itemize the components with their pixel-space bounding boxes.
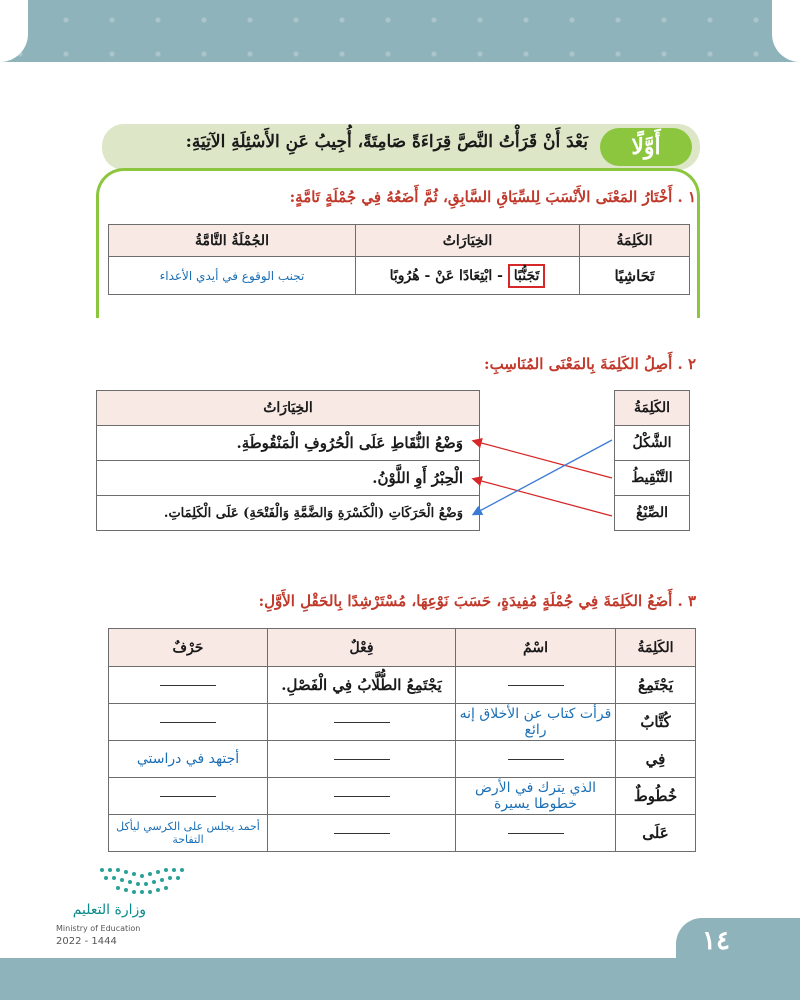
blank-line <box>334 722 390 723</box>
table-row <box>109 778 696 815</box>
q3-fil-cell[interactable] <box>268 704 456 741</box>
q3-ism-cell[interactable]: الذي يترك في الأرض خطوطا يسيرة <box>456 778 616 815</box>
q3-ism-cell[interactable] <box>456 667 616 704</box>
table-row <box>109 667 696 704</box>
q1-table <box>108 224 690 295</box>
q3-fil-cell[interactable] <box>268 741 456 778</box>
q2-option-3[interactable]: وَضْعُ الْحَرَكَاتِ (الْكَسْرَةِ وَالضَّمَّةِ وَالْفَتْحَةِ) عَلَى الْكَلِمَاتِ. <box>97 496 480 531</box>
q3-word: كُتَّابٌ <box>616 704 696 741</box>
q3-harf-cell[interactable] <box>109 667 268 704</box>
q1-title: ١ . أَخْتَارُ المَعْنَى الأَنْسَبَ لِلسِّيَاقِ السَّابِقِ، ثُمَّ أَضَعُهُ فِي جُمْلَةٍ تَامَّةٍ: <box>289 188 696 206</box>
table-row <box>109 704 696 741</box>
q2-words-header: الكَلِمَةُ <box>615 391 690 426</box>
q1-other-choices: - ابْتِعَادًا عَنْ - هُرُوبًا <box>389 267 503 284</box>
q2-options-header: الخِيَارَاتُ <box>97 391 480 426</box>
q3-fil-cell: يَجْتَمِعُ الطُّلَّابُ فِي الْفَصْلِ. <box>268 667 456 704</box>
q1-choices <box>356 257 580 295</box>
blank-line <box>508 833 564 834</box>
connector-sibgh-to-option-2 <box>474 479 612 516</box>
q3-fil-cell[interactable] <box>268 778 456 815</box>
q2-title: ٢ . أَصِلُ الكَلِمَةَ بِالمَعْنَى المُنَاسِبِ: <box>484 355 696 373</box>
blank-line <box>160 722 216 723</box>
ministry-name-en: Ministry of Education <box>56 924 141 933</box>
q2-words-table <box>614 390 690 531</box>
blank-line <box>160 796 216 797</box>
q3-ism-cell[interactable] <box>456 741 616 778</box>
q1-header-word: الكَلِمَةُ <box>580 225 690 257</box>
q3-header-row <box>109 629 696 667</box>
q3-ism-cell[interactable]: قرأت كتاب عن الأخلاق إنه رائع <box>456 704 616 741</box>
q3-word: يَجْتَمِعُ <box>616 667 696 704</box>
banner-pattern <box>0 0 800 62</box>
q1-word: تَحَاشِيًا <box>580 257 690 295</box>
q3-header-harf: حَرْفٌ <box>109 629 268 667</box>
q1-header-row <box>109 225 690 257</box>
q3-title: ٣ . أَضَعُ الكَلِمَةَ فِي جُمْلَةٍ مُفِيدَةٍ، حَسَبَ نَوْعِهَا، مُسْتَرْشِدًا بِالحَقْلِ الأَوَّلِ: <box>258 592 696 610</box>
blank-line <box>508 759 564 760</box>
q2-option-2[interactable]: الْحِبْرُ أَوِ اللَّوْنُ. <box>97 461 480 496</box>
top-banner <box>0 0 800 62</box>
section-header <box>102 124 700 170</box>
page-number: ١٤ <box>702 926 730 956</box>
section-instruction: بَعْدَ أَنْ قَرَأْتُ النَّصَّ قِرَاءَةً صَامِتَةً، أُجِيبُ عَنِ الأَسْئِلَةِ الآتِيَةِ: <box>185 132 588 152</box>
q3-harf-cell[interactable] <box>109 704 268 741</box>
q3-ism-cell[interactable] <box>456 815 616 852</box>
q3-word: فِي <box>616 741 696 778</box>
ministry-dots-icon <box>96 862 192 898</box>
blank-line <box>334 833 390 834</box>
q3-fil-cell[interactable] <box>268 815 456 852</box>
ministry-logo <box>56 862 196 952</box>
q1-header-choices: الخِيَارَاتُ <box>356 225 580 257</box>
table-row <box>109 741 696 778</box>
section-tag: أَوَّلًا <box>600 128 692 166</box>
q2-word-3[interactable]: الصِّبْغُ <box>615 496 690 531</box>
q3-harf-cell[interactable] <box>109 778 268 815</box>
q3-word: خُطُوطٌ <box>616 778 696 815</box>
blank-line <box>334 759 390 760</box>
q2-word-1[interactable]: الشَّكْلُ <box>615 426 690 461</box>
blank-line <box>334 796 390 797</box>
q3-harf-cell[interactable]: أحمد يجلس على الكرسي ليأكل التفاحة <box>109 815 268 852</box>
q3-header-fil: فِعْلٌ <box>268 629 456 667</box>
blank-line <box>508 685 564 686</box>
table-row <box>109 257 690 295</box>
q3-word: عَلَى <box>616 815 696 852</box>
q1-sentence-answer[interactable]: تجنب الوقوع في أيدي الأعداء <box>109 257 356 295</box>
page-number-tab <box>676 918 800 970</box>
q1-selected-choice[interactable]: تَجَنُّبًا <box>508 264 546 288</box>
connector-shakl-to-option-3 <box>474 440 612 514</box>
connector-tanqeet-to-option-1 <box>474 441 612 478</box>
q3-header-ism: اسْمٌ <box>456 629 616 667</box>
q2-options-table <box>96 390 480 531</box>
q3-harf-cell[interactable]: أجتهد في دراستي <box>109 741 268 778</box>
table-row <box>109 815 696 852</box>
q3-table <box>108 628 696 852</box>
q2-word-2[interactable]: التَّنْقِيطُ <box>615 461 690 496</box>
q1-header-sentence: الجُمْلَةُ التَّامَّةُ <box>109 225 356 257</box>
q3-header-word: الكَلِمَةُ <box>616 629 696 667</box>
q2-option-1[interactable]: وَضْعُ النُّقَاطِ عَلَى الْحُرُوفِ الْمَنْقُوطَةِ. <box>97 426 480 461</box>
blank-line <box>160 685 216 686</box>
edition-year: 2022 - 1444 <box>56 936 117 947</box>
ministry-name-ar: وزارة التعليم <box>72 902 146 918</box>
